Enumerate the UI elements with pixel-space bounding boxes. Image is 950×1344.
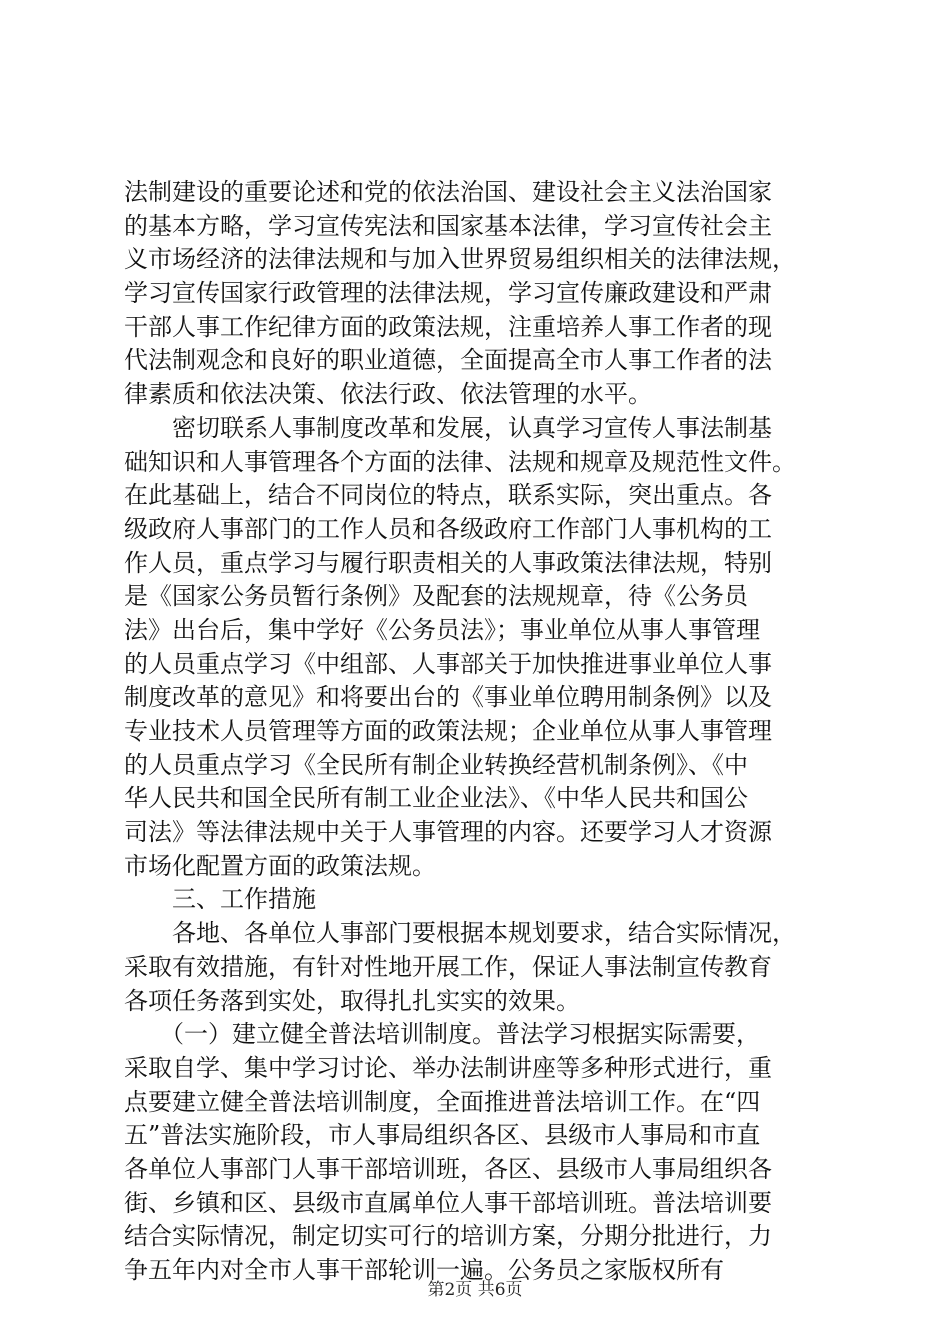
text-line: 义市场经济的法律法规和与加入世界贸易组织相关的法律法规， [124,245,796,274]
page-number-footer: 第2页 共6页 [427,1280,523,1300]
text-line: 的人员重点学习《中组部、人事部关于加快推进事业单位人事 [124,649,772,678]
text-line: 在此基础上，结合不同岗位的特点，联系实际，突出重点。各 [124,481,772,510]
text-line: 采取自学、集中学习讨论、举办法制讲座等多种形式进行，重 [124,1053,772,1082]
text-line: 各地、各单位人事部门要根据本规划要求，结合实际情况， [124,919,796,948]
text-line: 采取有效措施，有针对性地开展工作，保证人事法制宣传教育 [124,952,772,981]
text-line: 法》出台后，集中学好《公务员法》；事业单位从事人事管理 [124,615,760,644]
text-line: 结合实际情况，制定切实可行的培训方案，分期分批进行，力 [124,1222,772,1251]
text-line: 级政府人事部门的工作人员和各级政府工作部门人事机构的工 [124,514,772,543]
text-line: 法制建设的重要论述和党的依法治国、建设社会主义法治国家 [124,178,772,206]
text-line: 司法》等法律法规中关于人事管理的内容。还要学习人才资源 [124,818,772,847]
text-line: （一）建立健全普法培训制度。普法学习根据实际需要， [124,1020,760,1049]
text-line: 专业技术人员管理等方面的政策法规；企业单位从事人事管理 [124,717,772,745]
text-line: 作人员，重点学习与履行职责相关的人事政策法律法规，特别 [124,548,772,577]
text-line: 干部人事工作纪律方面的政策法规，注重培养人事工作者的现 [124,312,772,341]
text-line: 密切联系人事制度改革和发展，认真学习宣传人事法制基 [124,413,772,442]
text-line: 争五年内对全市人事干部轮训一遍。公务员之家版权所有 [124,1256,724,1284]
text-line: 的人员重点学习《全民所有制企业转换经营机制条例》、《中 [124,750,748,779]
body-text [124,176,836,1288]
text-line: 五”普法实施阶段，市人事局组织各区、县级市人事局和市直 [124,1121,761,1150]
text-line: 学习宣传国家行政管理的法律法规，学习宣传廉政建设和严肃 [124,279,772,308]
text-line: 各单位人事部门人事干部培训班，各区、县级市人事局组织各 [124,1154,772,1183]
text-line: 础知识和人事管理各个方面的法律、法规和规章及规范性文件。 [124,447,796,476]
text-line: 华人民共和国全民所有制工业企业法》、《中华人民共和国公 [124,784,748,813]
text-line: 各项任务落到实处，取得扎扎实实的效果。 [124,986,580,1015]
text-line: 制度改革的意见》和将要出台的《事业单位聘用制条例》以及 [124,683,772,712]
text-line: 的基本方略，学习宣传宪法和国家基本法律，学习宣传社会主 [124,211,772,240]
text-line: 是《国家公务员暂行条例》及配套的法规规章，待《公务员 [124,582,748,611]
text-line: 市场化配置方面的政策法规。 [124,851,436,880]
text-line: 街、乡镇和区、县级市直属单位人事干部培训班。普法培训要 [124,1188,772,1217]
text-line: 三、工作措施 [124,885,316,914]
text-line: 点要建立健全普法培训制度，全面推进普法培训工作。在“四 [124,1087,761,1116]
text-line: 律素质和依法决策、依法行政、依法管理的水平。 [124,380,652,409]
text-line: 代法制观念和良好的职业道德，全面提高全市人事工作者的法 [124,346,772,375]
